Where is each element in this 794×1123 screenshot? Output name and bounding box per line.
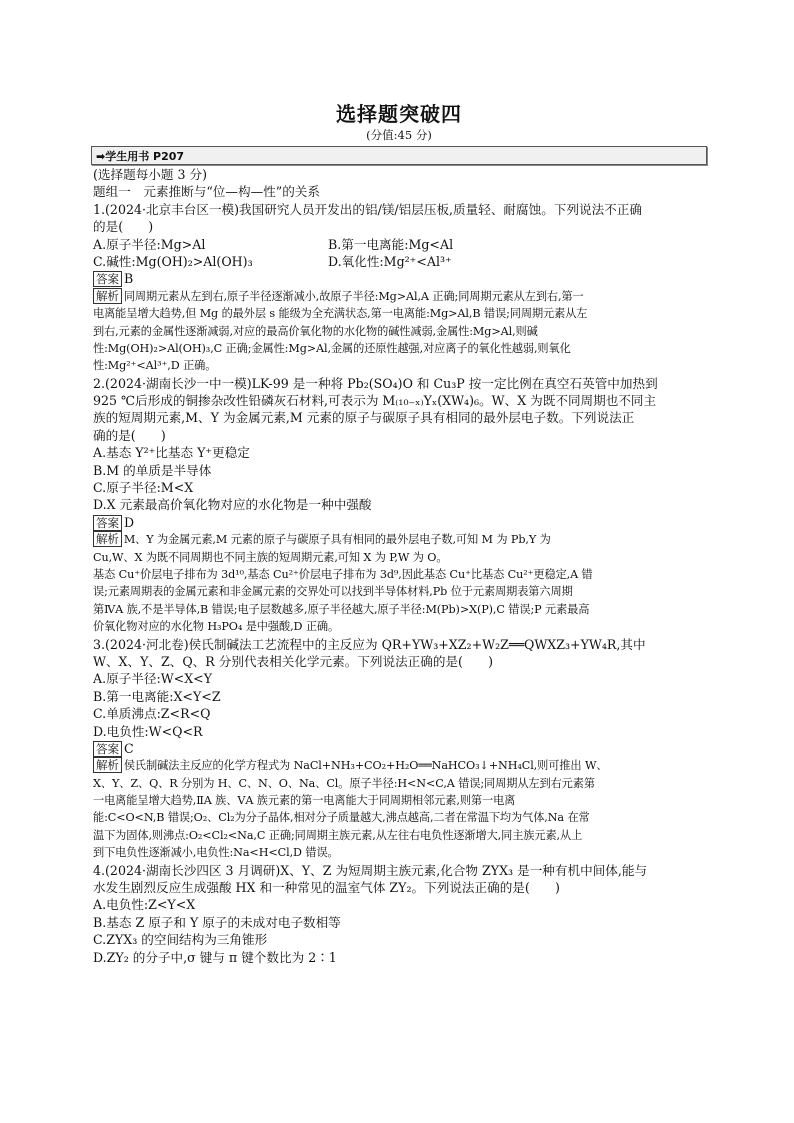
score-note: (分值:45 分): [366, 128, 432, 142]
analysis-label: 解析: [93, 531, 122, 547]
q2-stem-1: 2.(2024·湖南长沙一中一模)LK-99 是一种将 Pb₂(SO₄)O 和 Cu₃P 按一定比例在真空石英管中加热到: [93, 375, 658, 391]
q2-analysis-3: 基态 Cu⁺价层电子排布为 3d¹⁰,基态 Cu²⁺价层电子排布为 3d⁹,因此基态 Cu⁺比基态 Cu²⁺更稳定,A 错: [93, 567, 593, 581]
q4-option-a: A.电负性:Z<Y<X: [93, 897, 196, 913]
student-book-banner: [91, 146, 707, 165]
q4-stem-1: 4.(2024·湖南长沙四区 3 月调研)X、Y、Z 为短周期主族元素,化合物 ZYX₃ 是一种有机中间体,能与: [93, 862, 648, 878]
q2-analysis-1: 解析 M、Y 为金属元素,M 元素的原子与碳原子具有相同的最外层电子数,可知 M 为 Pb,Y 为: [93, 531, 705, 548]
q2-option-c: C.原子半径:M<X: [93, 480, 194, 496]
q1-options-row-1: [93, 236, 705, 253]
q4-stem-2: 水发生剧烈反应生成强酸 HX 和一种常见的温室气体 ZY₂。下列说法正确的是( ): [93, 880, 560, 896]
q1-option-d: D.氧化性:Mg²⁺<Al³⁺: [328, 253, 452, 269]
q2-analysis-5: 第ⅣA 族,不是半导体,B 错误;电子层数越多,原子半径越大,原子半径:M(Pb)>X(P),C 错误;P 元素最高: [93, 602, 590, 616]
q1-option-a: A.原子半径:Mg>Al: [93, 236, 206, 252]
q2-option-b: B.M 的单质是半导体: [93, 462, 212, 478]
page-title: 选择题突破四: [336, 102, 462, 126]
q1-answer: [93, 270, 705, 287]
q3-option-b: B.第一电离能:X<Y<Z: [93, 688, 221, 704]
q2-stem-4: 确的是( ): [93, 427, 166, 443]
q4-option-b: B.基态 Z 原子和 Y 原子的未成对电子数相等: [93, 914, 341, 930]
q2-analysis-4: 误;元素周期表的金属元素和非金属元素的交界处可以找到半导体材料,Pb 位于元素周期表第六周期: [93, 585, 573, 599]
q1-stem-2: 的是( ): [93, 219, 154, 235]
q3-option-d: D.电负性:W<Q<R: [93, 723, 203, 739]
q3-analysis-4: 能:C<O<N,B 错误;O₂、Cl₂为分子晶体,相对分子质量越大,沸点越高,二者在常温下均为气体,Na 在常: [93, 811, 590, 825]
q3-answer-value: C: [124, 740, 134, 756]
q1-option-b: B.第一电离能:Mg<Al: [328, 236, 454, 252]
q1-analysis-5: 性:Mg²⁺<Al³⁺,D 正确。: [93, 359, 217, 373]
answer-label: 答案: [93, 741, 122, 757]
q2-answer-value: D: [124, 514, 135, 530]
q2-analysis-6: 价氧化物对应的水化物 H₃PO₄ 是中强酸,D 正确。: [93, 620, 340, 634]
q2-answer: [93, 514, 705, 531]
q3-option-c: C.单质沸点:Z<R<Q: [93, 706, 211, 722]
q3-stem-1: 3.(2024·河北卷)侯氏制碱法工艺流程中的主反应为 QR+YW₃+XZ₂+W₂Z══QWXZ₃+YW₄R,其中: [93, 636, 646, 652]
group-heading: 题组一 元素推断与“位—构—性”的关系: [93, 184, 320, 200]
q2-analysis-2: Cu,W、X 为既不同周期也不同主族的短周期元素,可知 X 为 P,W 为 O。: [93, 550, 448, 564]
q2-option-d: D.X 元素最高价氧化物对应的水化物是一种中强酸: [93, 497, 372, 513]
q3-analysis-6: 到下电负性逐渐减小,电负性:Na<H<Cl,D 错误。: [93, 846, 339, 860]
q3-stem-2: W、X、Y、Z、Q、R 分别代表相关化学元素。下列说法正确的是( ): [93, 653, 494, 669]
q4-option-c: C.ZYX₃ 的空间结构为三角锥形: [93, 932, 268, 948]
q4-option-d: D.ZY₂ 的分子中,σ 键与 π 键个数比为 2∶1: [93, 949, 337, 965]
q1-analysis-3: 到右,元素的金属性逐渐减弱,对应的最高价氧化物的水化物的碱性减弱,金属性:Mg>Al,则碱: [93, 324, 538, 338]
q1-option-c: C.碱性:Mg(OH)₂>Al(OH)₃: [93, 253, 253, 269]
q3-analysis-1: 解析 侯氏制碱法主反应的化学方程式为 NaCl+NH₃+CO₂+H₂O══NaHCO₃↓+NH₄Cl,则可推出 W、: [93, 757, 705, 774]
analysis-label: 解析: [93, 288, 122, 304]
q3-analysis-2: X、Y、Z、Q、R 分别为 H、C、N、O、Na、Cl。原子半径:H<N<C,A 错误;同周期从左到右元素第: [93, 776, 595, 790]
q3-option-a: A.原子半径:W<X<Y: [93, 671, 213, 687]
analysis-label: 解析: [93, 757, 122, 773]
q1-options-row-2: [93, 253, 705, 270]
intro-note: (选择题每小题 3 分): [93, 167, 208, 182]
q2-option-a: A.基态 Y²⁺比基态 Y⁺更稳定: [93, 445, 250, 461]
answer-label: 答案: [93, 271, 122, 287]
q1-analysis-1: 解析 同周期元素从左到右,原子半径逐渐减小,故原子半径:Mg>Al,A 正确;同周期元素从左到右,第一: [93, 288, 705, 305]
q1-stem-1: 1.(2024·北京丰台区一模)我国研究人员开发出的铝/镁/铝层压板,质量轻、耐腐蚀。下列说法不正确: [93, 201, 642, 217]
q3-answer: [93, 740, 705, 757]
q1-analysis-2: 电离能呈增大趋势,但 Mg 的最外层 s 能级为全充满状态,第一电离能:Mg>Al,B 错误;同周期元素从左: [93, 307, 588, 321]
question-content: [93, 166, 705, 966]
q2-stem-3: 族的短周期元素,M、Y 为金属元素,M 元素的原子与碳原子具有相同的最外层电子数。下列说法正: [93, 410, 635, 426]
q3-analysis-5: 温下为固体,则沸点:O₂<Cl₂<Na,C 正确;同周期主族元素,从左往右电负性逐渐增大,同主族元素,从上: [93, 828, 583, 842]
q1-analysis-4: 性:Mg(OH)₂>Al(OH)₃,C 正确;金属性:Mg>Al,金属的还原性越强,对应离子的氧化性越弱,则氧化: [93, 341, 571, 355]
answer-label: 答案: [93, 515, 122, 531]
q1-answer-value: B: [124, 271, 134, 287]
q2-stem-2: 925 ℃后形成的铜掺杂改性铅磷灰石材料,可表示为 M₍₁₀₋ₓ₎Yₓ(XW₄)₆。W、X 为既不同周期也不同主: [93, 393, 657, 409]
q3-analysis-3: 一电离能呈增大趋势,ⅡA 族、ⅤA 族元素的第一电离能大于同周期相邻元素,则第一电离: [93, 794, 516, 808]
student-book-label: ➡学生用书 P207: [96, 150, 185, 163]
